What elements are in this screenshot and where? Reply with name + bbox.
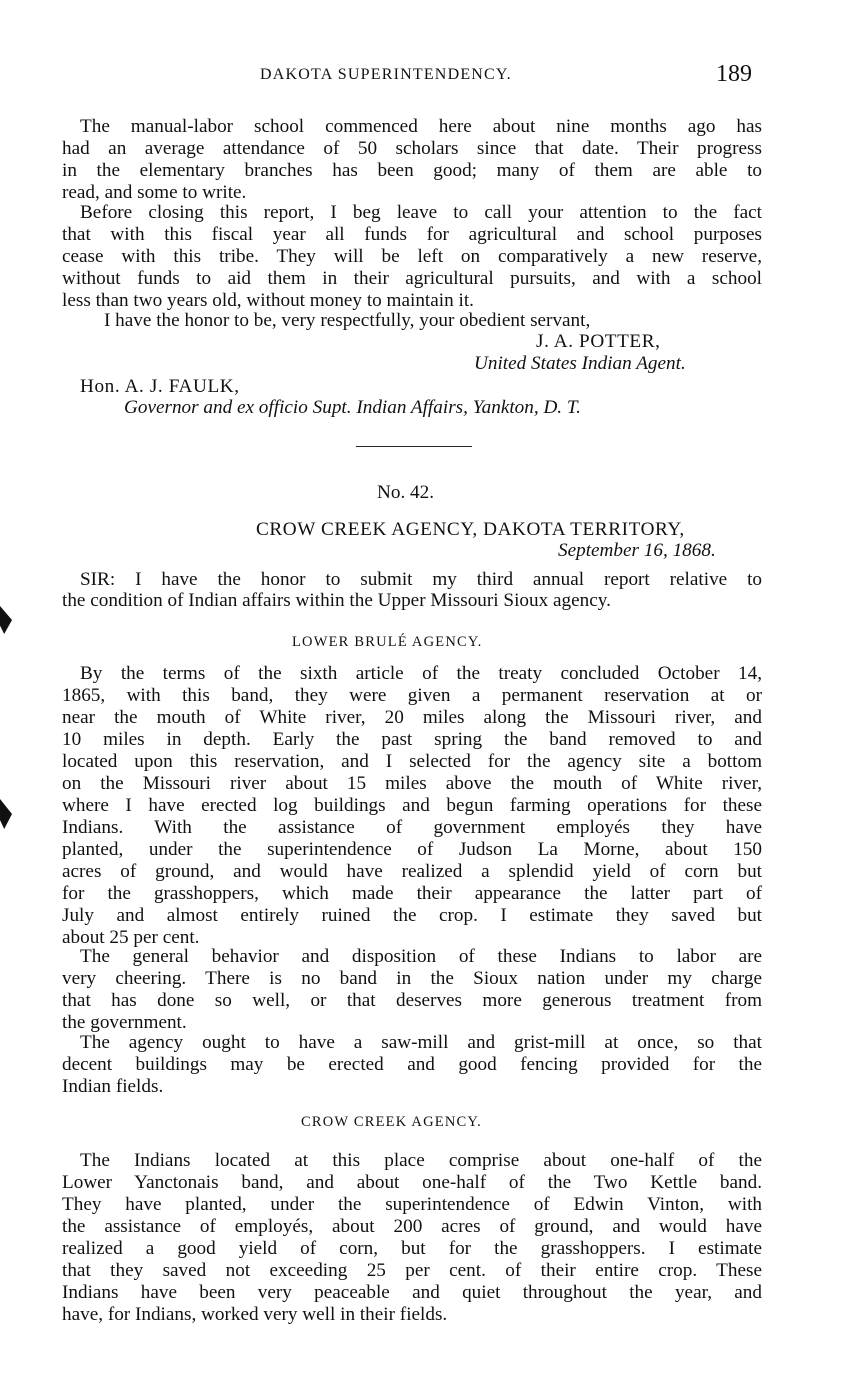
- body-line: that they saved not exceeding 25 per cent. of their entire crop. These: [62, 1260, 762, 1281]
- document-number: No. 42.: [377, 482, 435, 503]
- body-line: in the elementary branches has been good; many of them are able to: [62, 160, 762, 181]
- margin-arrow-mark: [0, 606, 12, 634]
- body-line: had an average attendance of 50 scholars since that date. Their progress: [62, 138, 762, 159]
- body-line: Indians. With the assistance of government employés they have: [62, 817, 762, 838]
- body-line: the assistance of employés, about 200 acres of ground, and would have: [62, 1216, 762, 1237]
- body-line: Indians have been very peaceable and quiet throughout the year, and: [62, 1282, 762, 1303]
- body-line: They have planted, under the superintendence of Edwin Vinton, with: [62, 1194, 762, 1215]
- page-number: 189: [716, 61, 752, 87]
- signature-title: United States Indian Agent.: [474, 353, 686, 374]
- body-line: that has done so well, or that deserves more generous treatment from: [62, 990, 762, 1011]
- body-line: for the grasshoppers, which made their appearance the latter part of: [62, 883, 762, 904]
- opening-line: SIR: I have the honor to submit my third annual report relative to: [80, 569, 762, 590]
- body-line: The manual-labor school commenced here about nine months ago has: [80, 116, 762, 137]
- body-line: read, and some to write.: [62, 182, 247, 203]
- body-line: planted, under the superintendence of Judson La Morne, about 150: [62, 839, 762, 860]
- body-line: have, for Indians, worked very well in their fields.: [62, 1304, 448, 1325]
- body-line: acres of ground, and would have realized a splendid yield of corn but: [62, 861, 762, 882]
- body-line: 1865, with this band, they were given a permanent reservation at or: [62, 685, 762, 706]
- body-line: very cheering. There is no band in the Sioux nation under my charge: [62, 968, 762, 989]
- addressee-name: Hon. A. J. FAULK,: [80, 376, 240, 397]
- section-divider: [356, 446, 472, 447]
- body-line: the government.: [62, 1012, 187, 1033]
- margin-arrow-mark: [0, 799, 12, 829]
- report-date: September 16, 1868.: [558, 540, 716, 561]
- body-line: The agency ought to have a saw-mill and grist-mill at once, so that: [80, 1032, 762, 1053]
- body-line: The Indians located at this place comprise about one-half of the: [80, 1150, 762, 1171]
- body-line: located upon this reservation, and I selected for the agency site a bottom: [62, 751, 762, 772]
- body-line: By the terms of the sixth article of the treaty concluded October 14,: [80, 663, 762, 684]
- addressee-title: Governor and ex officio Supt. Indian Affairs, Yankton, D. T.: [124, 397, 581, 418]
- body-line: realized a good yield of corn, but for the grasshoppers. I estimate: [62, 1238, 762, 1259]
- body-line: Indian fields.: [62, 1076, 164, 1097]
- body-line: decent buildings may be erected and good fencing provided for the: [62, 1054, 762, 1075]
- body-line: that with this fiscal year all funds for agricultural and school purposes: [62, 224, 762, 245]
- report-place: CROW CREEK AGENCY, DAKOTA TERRITORY,: [256, 519, 685, 540]
- body-line: less than two years old, without money to maintain it.: [62, 290, 474, 311]
- opening-line: the condition of Indian affairs within the Upper Missouri Sioux agency.: [62, 590, 611, 611]
- body-line: The general behavior and disposition of these Indians to labor are: [80, 946, 762, 967]
- body-line: cease with this tribe. They will be left on comparatively a new reserve,: [62, 246, 762, 267]
- section-heading: LOWER BRULÉ AGENCY.: [292, 634, 483, 650]
- body-line: on the Missouri river about 15 miles above the mouth of White river,: [62, 773, 762, 794]
- body-line: Lower Yanctonais band, and about one-half of the Two Kettle band.: [62, 1172, 762, 1193]
- body-line: 10 miles in depth. Early the past spring the band removed to and: [62, 729, 762, 750]
- section-heading: CROW CREEK AGENCY.: [301, 1114, 482, 1130]
- body-line: Before closing this report, I beg leave to call your attention to the fact: [80, 202, 762, 223]
- signature-name: J. A. POTTER,: [536, 331, 661, 352]
- body-line: about 25 per cent.: [62, 927, 200, 948]
- closing-salutation: I have the honor to be, very respectfully, your obedient servant,: [104, 310, 591, 331]
- body-line: near the mouth of White river, 20 miles along the Missouri river, and: [62, 707, 762, 728]
- body-line: without funds to aid them in their agricultural pursuits, and with a school: [62, 268, 762, 289]
- running-title: DAKOTA SUPERINTENDENCY.: [260, 66, 512, 83]
- body-line: July and almost entirely ruined the crop. I estimate they saved but: [62, 905, 762, 926]
- body-line: where I have erected log buildings and begun farming operations for these: [62, 795, 762, 816]
